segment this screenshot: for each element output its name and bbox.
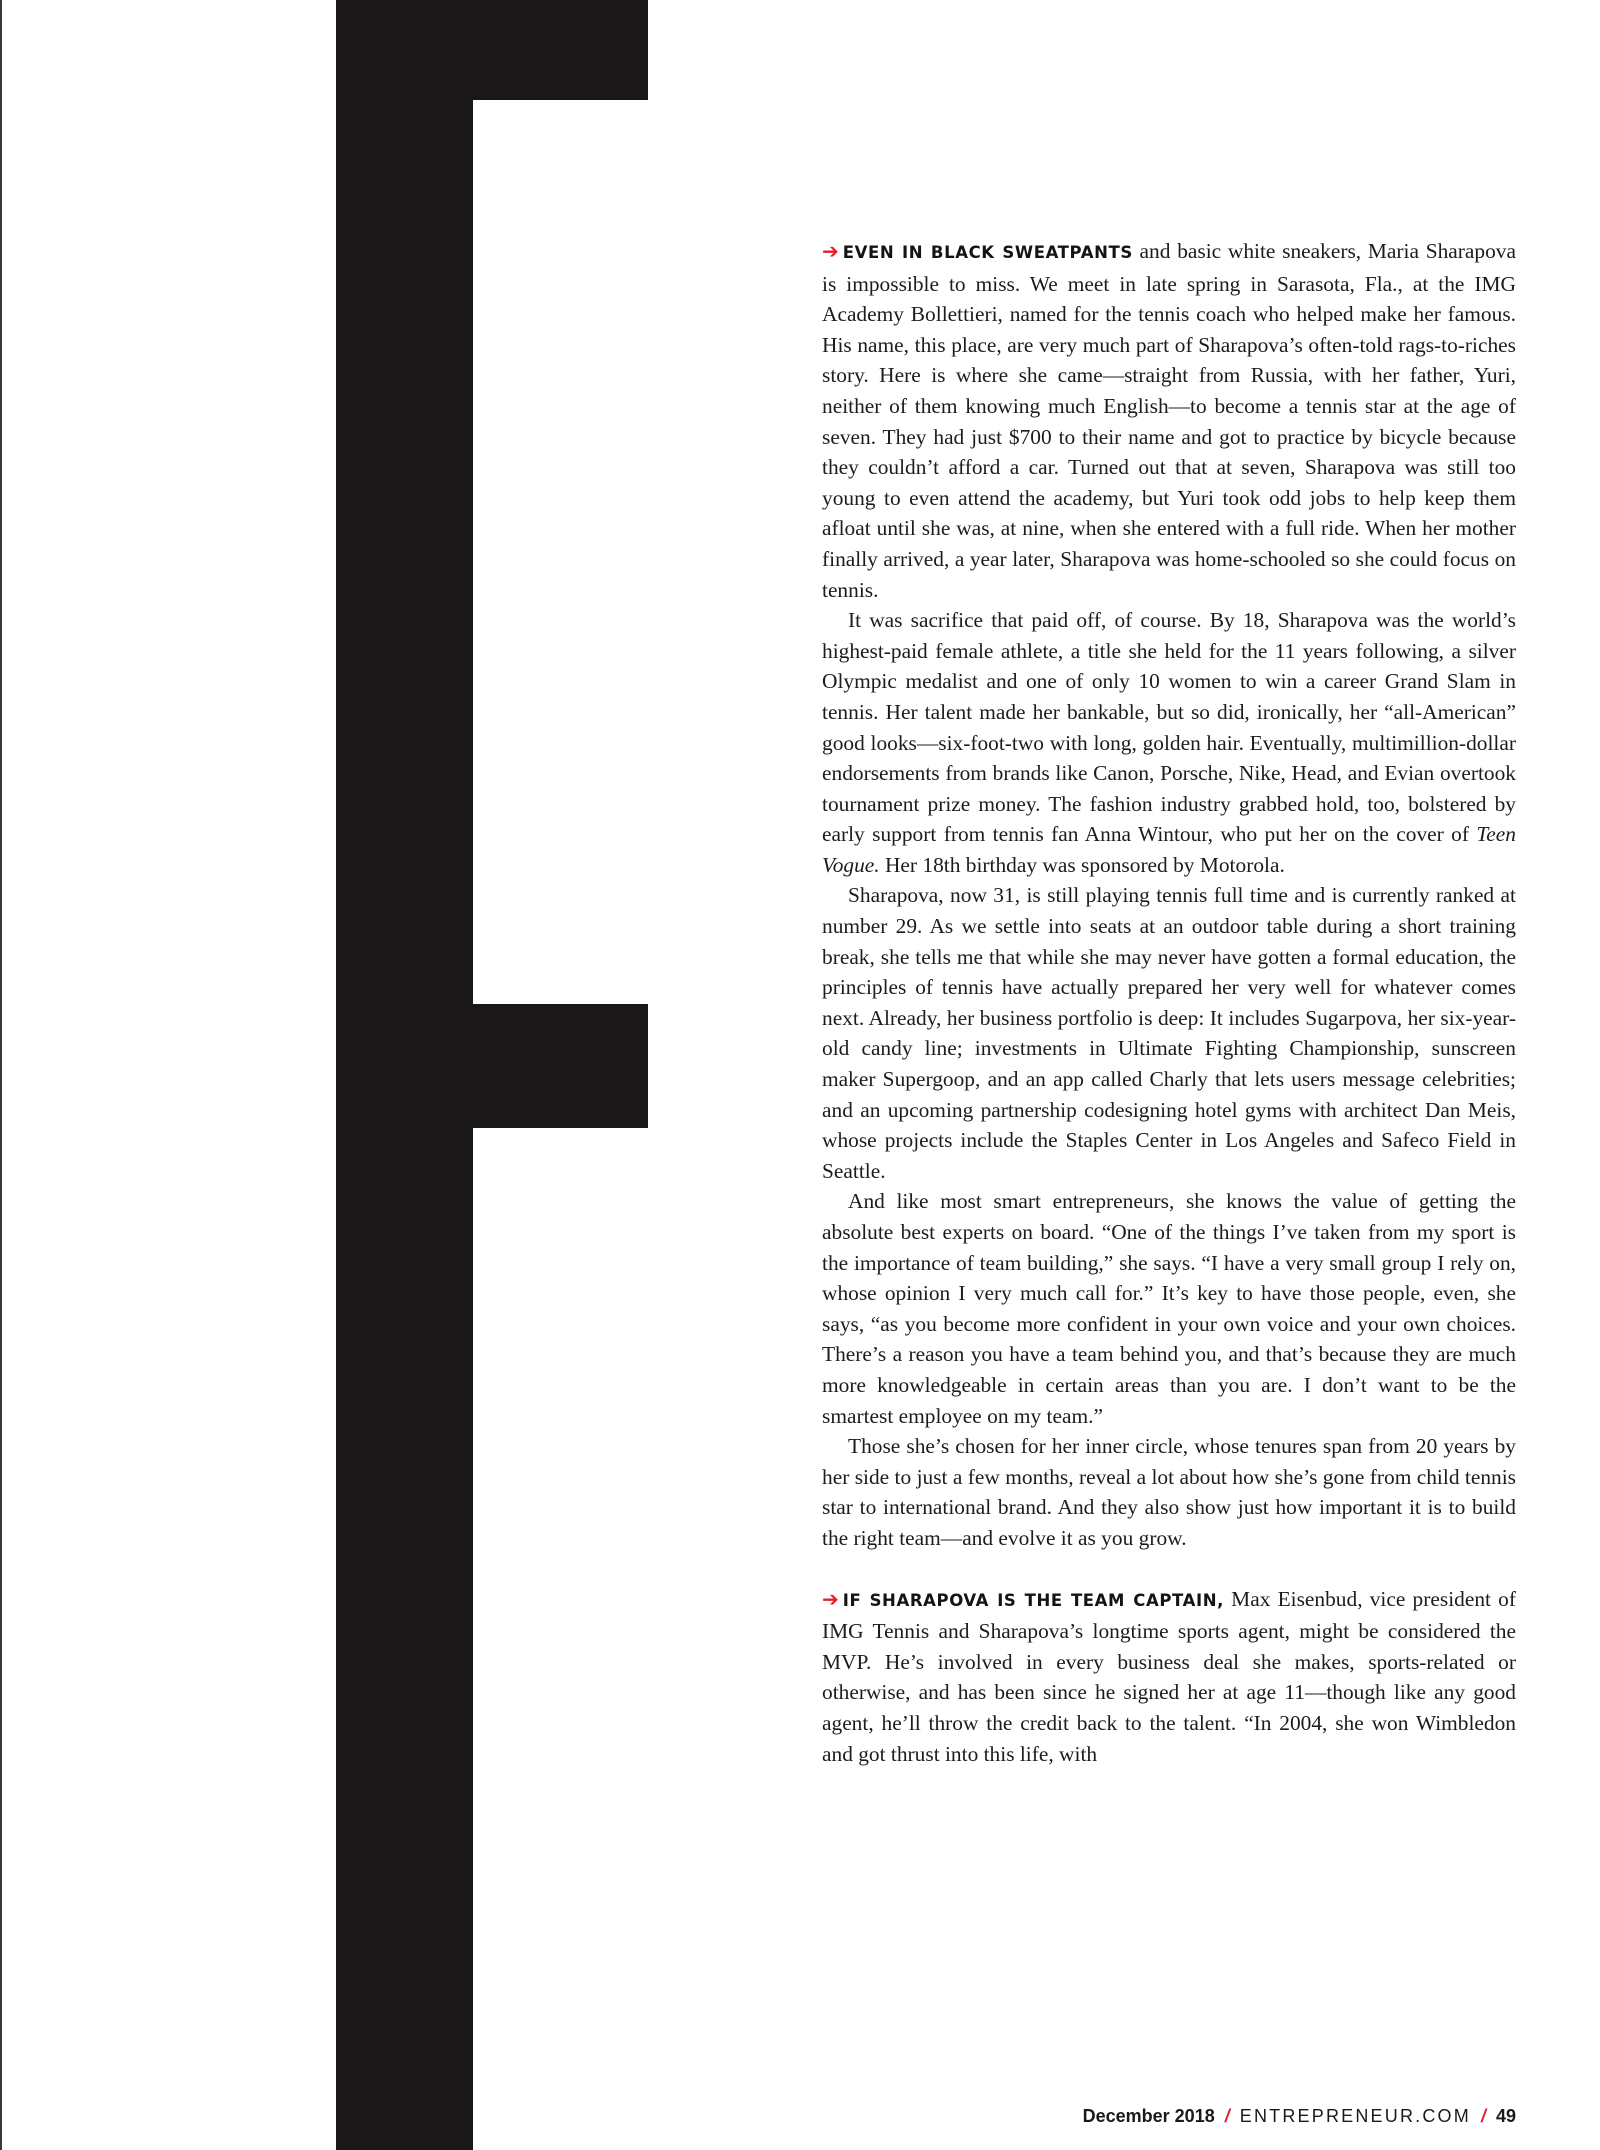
paragraph-text: and basic white sneakers, Maria Sharapova is impossible to miss. We meet in late spring in Sarasota, Fla., at the IMG Academy Bollettieri, named for the tennis coach who helped make her famous. His name, this place, are very much part of Sharapova’s often-told rags-to-riches story. Here is where she came—straight from Russia, with her father, Yuri, neither of them knowing much English—to become a tennis star at the age of seven. They had just $700 to their name and got to practice by bicycle because they couldn’t afford a car. Turned out that at seven, Sharapova was still too young to even attend the academy, but Yuri took odd jobs to help keep them afloat until she was, at nine, when she entered with a full ride. When her mother finally arrived, a year later, Sharapova was home-schooled so she could focus on tennis. bbox=[822, 239, 1516, 602]
drop-letter-e-top-arm bbox=[336, 0, 648, 100]
footer-separator: / bbox=[1480, 2106, 1486, 2126]
paragraph-text: It was sacrifice that paid off, of course. By 18, Sharapova was the world’s highest-paid female athlete, a title she held for the 11 years following, a silver Olympic medalist and one of only 10 women to win a career Grand Slam in tennis. Her talent made her bankable, but so did, ironically, her “all-American” good looks—six-foot-two with long, golden hair. Eventually, multimillion-dollar endorsements from brands like Canon, Porsche, Nike, Head, and Evian overtook tournament prize money. The fashion industry grabbed hold, too, bolstered by early support from tennis fan Anna Wintour, who put her on the cover of bbox=[822, 608, 1516, 847]
paragraph-6 bbox=[822, 1584, 1516, 1770]
paragraph-5: Those she’s chosen for her inner circle, whose tenures span from 20 years by her side to just a few months, reveal a lot about how she’s gone from child tennis star to international brand. And they also show just how important it is to build the right team—and evolve it as you grow. bbox=[822, 1434, 1516, 1550]
paragraph-text: Max Eisenbud, vice president of IMG Tennis and Sharapova’s longtime sports agent, might be considered the MVP. He’s involved in every business deal she makes, sports-related or otherwise, and has been since he signed her at age 11—though like any good agent, he’ll throw the credit back to the talent. “In 2004, she won Wimbledon and got thrust into this life, with bbox=[822, 1586, 1516, 1766]
page-edge-line bbox=[0, 0, 2, 2150]
page-footer bbox=[1083, 2106, 1516, 2127]
section-kicker: IF SHARAPOVA IS THE TEAM CAPTAIN, bbox=[842, 1590, 1224, 1610]
magazine-title: Teen Vogue. bbox=[822, 822, 1516, 877]
paragraph-text: Her 18th birthday was sponsored by Motorola. bbox=[879, 852, 1285, 877]
arrow-right-icon: ➔ bbox=[822, 1586, 839, 1611]
drop-letter-e-middle-arm bbox=[336, 1004, 648, 1128]
arrow-right-icon: ➔ bbox=[822, 239, 839, 263]
paragraph-1 bbox=[822, 236, 1516, 605]
section-kicker: EVEN IN BLACK SWEATPANTS bbox=[842, 243, 1133, 262]
footer-separator: / bbox=[1224, 2106, 1230, 2126]
issue-date: December 2018 bbox=[1082, 2106, 1215, 2126]
paragraph-3: Sharapova, now 31, is still playing tennis full time and is currently ranked at number 29. As we settle into seats at an outdoor table during a short training break, she tells me that while she may never have gotten a formal education, the principles of tennis have actually prepared her very well for whatever comes next. Already, her business portfolio is deep: It includes Sugarpova, her six-year-old candy line; investments in Ultimate Fighting Championship, sunscreen maker Supergoop, and an app called Charly that lets users message celebrities; and an upcoming partnership codesigning hotel gyms with architect Dan Meis, whose projects include the Staples Center in Los Angeles and Safeco Field in Seattle. bbox=[822, 883, 1516, 1183]
article-body bbox=[822, 236, 1516, 1769]
page-number: 49 bbox=[1495, 2106, 1516, 2126]
paragraph-4: And like most smart entrepreneurs, she knows the value of getting the absolute best experts on board. “One of the things I’ve taken from my sport is the importance of team building,” she says. “I have a very small group I rely on, whose opinion I very much call for.” It’s key to have those people, even, she says, “as you become more confident in your own voice and your own choices. There’s a reason you have a team behind you, and that’s because they are much more knowledgeable in certain areas than you are. I don’t want to be the smartest employee on my team.” bbox=[822, 1189, 1516, 1428]
site-url: ENTREPRENEUR.COM bbox=[1239, 2106, 1471, 2126]
paragraph-2 bbox=[822, 605, 1516, 880]
